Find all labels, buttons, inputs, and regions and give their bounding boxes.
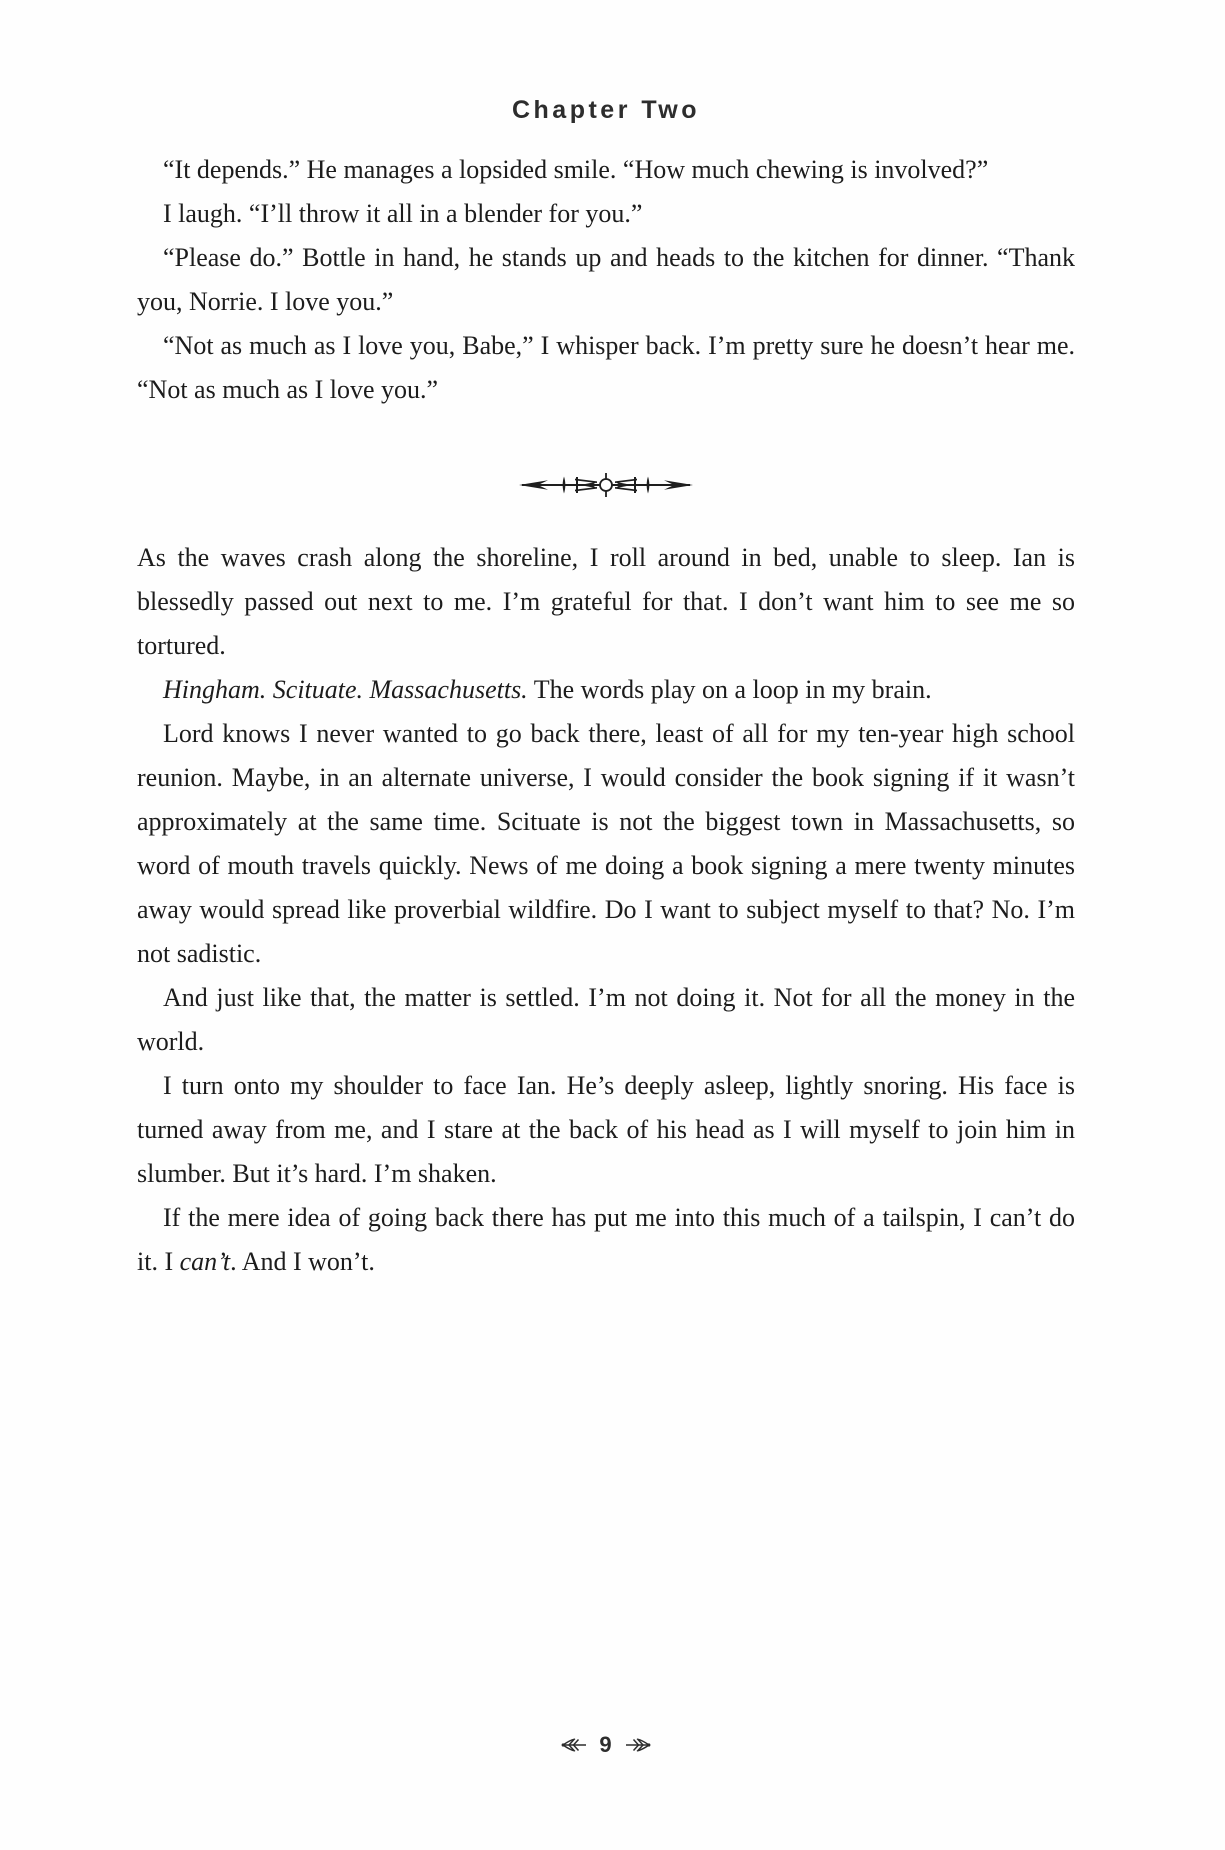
text-run: “Please do.” Bottle in hand, he stands up and heads to the kitchen for dinner. “Thank you, Norrie. I love you.”: [137, 243, 1075, 316]
italic-text-run: can’t: [179, 1247, 231, 1276]
text-run: “It depends.” He manages a lopsided smile. “How much chewing is involved?”: [163, 155, 989, 184]
text-run: . And I won’t.: [230, 1247, 375, 1276]
paragraph: [137, 976, 1075, 1064]
paragraph: [137, 192, 1075, 236]
text-run: If the mere idea of going back there has put me into this much of a tailspin, I can’t do it. I: [137, 1203, 1075, 1276]
paragraph: [137, 324, 1075, 412]
scene-break-ornament-icon: [518, 470, 694, 500]
text-run: “Not as much as I love you, Babe,” I whisper back. I’m pretty sure he doesn’t hear me. “Not as much as I love you.”: [137, 331, 1075, 404]
paragraph: [137, 1064, 1075, 1196]
text-run: And just like that, the matter is settled. I’m not doing it. Not for all the money in the world.: [137, 983, 1075, 1056]
right-sprig-icon: [625, 1736, 651, 1754]
paragraph: [137, 1196, 1075, 1284]
italic-text-run: Hingham. Scituate. Massachusetts.: [163, 675, 528, 704]
paragraph: [137, 536, 1075, 668]
text-run: I turn onto my shoulder to face Ian. He’s deeply asleep, lightly snoring. His face is turned away from me, and I stare at the back of his head as I will myself to join him in slumber. But it’s hard. I’m shaken.: [137, 1071, 1075, 1188]
text-run: Lord knows I never wanted to go back there, least of all for my ten-year high school reunion. Maybe, in an alternate universe, I would consider the book signing if it wasn’t approximately at the same time. Scituate is not the biggest town in Massachusetts, so word of mouth travels quickly. News of me doing a book signing a mere twenty minutes away would spread like proverbial wildfire. Do I want to subject myself to that? No. I’m not sadistic.: [137, 719, 1075, 968]
text-run: The words play on a loop in my brain.: [527, 675, 932, 704]
chapter-title: Chapter Two: [511, 96, 701, 124]
text-run: I laugh. “I’ll throw it all in a blender for you.”: [163, 199, 643, 228]
page-body: [137, 148, 1075, 1284]
paragraph: [137, 712, 1075, 976]
paragraph: [137, 148, 1075, 192]
page-number: 9: [599, 1732, 613, 1757]
scene-break-divider: [137, 470, 1075, 500]
left-sprig-icon: [561, 1736, 587, 1754]
paragraph: [137, 668, 1075, 712]
page-footer: [137, 1732, 1075, 1758]
paragraph: [137, 236, 1075, 324]
page-header: [137, 96, 1075, 125]
text-run: As the waves crash along the shoreline, I roll around in bed, unable to sleep. Ian is blessedly passed out next to me. I’m grateful for that. I don’t want him to see me so tortured.: [137, 543, 1075, 660]
